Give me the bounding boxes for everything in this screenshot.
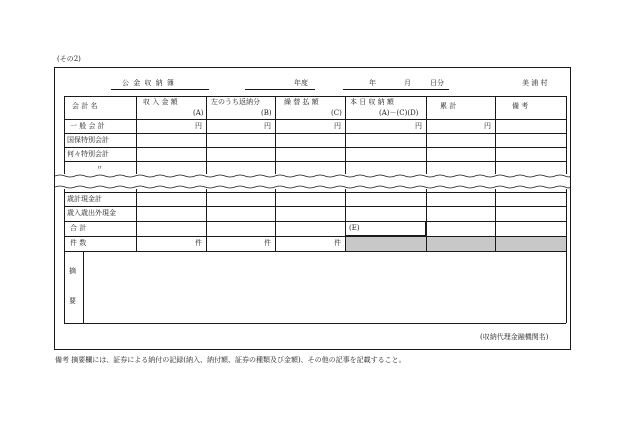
col-header-today-sub: (A)－(C)(D) (379, 109, 419, 117)
row-label-special: 何々特別会計 (67, 150, 109, 158)
unit-ken: 件 (195, 239, 202, 247)
table-top-border (64, 96, 566, 97)
row-line (64, 251, 566, 252)
unit-yen: 円 (264, 122, 271, 130)
col-header-transfer: 繰 替 払 額 (284, 98, 319, 106)
summary-bottom (64, 323, 566, 324)
break-line-bottom (55, 185, 570, 189)
row-label-count: 件 数 (70, 239, 87, 247)
page-label: (その2) (57, 55, 81, 63)
row-line (64, 221, 566, 222)
col-header-account: 会 計 名 (72, 102, 98, 110)
col-header-income-sub: (A) (193, 109, 204, 117)
break-line-top (55, 174, 570, 178)
unit-yen: 円 (195, 122, 202, 130)
title-underline (111, 89, 209, 90)
row-line (64, 133, 566, 134)
col-header-refund-sub: (B) (261, 109, 272, 117)
form-frame (54, 67, 571, 350)
summary-label-divider (83, 251, 84, 323)
date-underline (343, 89, 449, 90)
e-mark: (E) (349, 224, 360, 232)
year-underline (245, 89, 315, 90)
period-label: 日分 (430, 79, 444, 87)
summary-label-1: 摘 (69, 267, 76, 275)
summary-label-2: 要 (69, 297, 76, 305)
unit-yen: 円 (484, 122, 491, 130)
col-header-remarks: 備 考 (512, 102, 529, 110)
row-label-cash: 歳計現金計 (67, 195, 102, 203)
col-line (566, 96, 567, 323)
col-header-refund: 左のうち返納分 (211, 98, 260, 106)
remarks-note: 備考 摘要欄には、証券による納付の記録(納入、納付額、証券の種類及び金額)、その他の記事を記載すること。 (55, 356, 406, 364)
unit-ken: 件 (264, 239, 271, 247)
register-title: 公 金 収 納 簿 (122, 79, 175, 87)
header-row-bottom (64, 119, 566, 120)
day-label: 月 (404, 79, 411, 87)
row-line (64, 192, 566, 193)
row-label-ditto: 〃 (96, 164, 103, 172)
col-header-cumulative: 累 計 (440, 102, 457, 110)
row-line (64, 147, 566, 148)
village-name: 美 浦 村 (522, 79, 548, 87)
col-header-income: 収 入 金 額 (143, 98, 178, 106)
row-line (64, 206, 566, 207)
col-header-today: 本 日 収 納 額 (350, 98, 394, 106)
row-label-outside: 歳入歳出外現金 (67, 209, 116, 217)
row-label-nhi: 国保特別会計 (67, 136, 109, 144)
col-header-transfer-sub: (C) (331, 109, 342, 117)
row-label-total: 合 計 (70, 224, 87, 232)
row-label-general: 一 般 会 計 (70, 122, 105, 130)
unit-yen: 円 (415, 122, 422, 130)
unit-ken: 件 (334, 239, 341, 247)
agent-bank-label: (収納代理金融機関名) (480, 333, 549, 341)
shaded-cells (345, 237, 566, 251)
unit-yen: 円 (334, 122, 341, 130)
month-label: 年 (369, 79, 376, 87)
year-label: 年度 (294, 79, 308, 87)
row-line (64, 161, 566, 162)
col-line (64, 96, 65, 323)
